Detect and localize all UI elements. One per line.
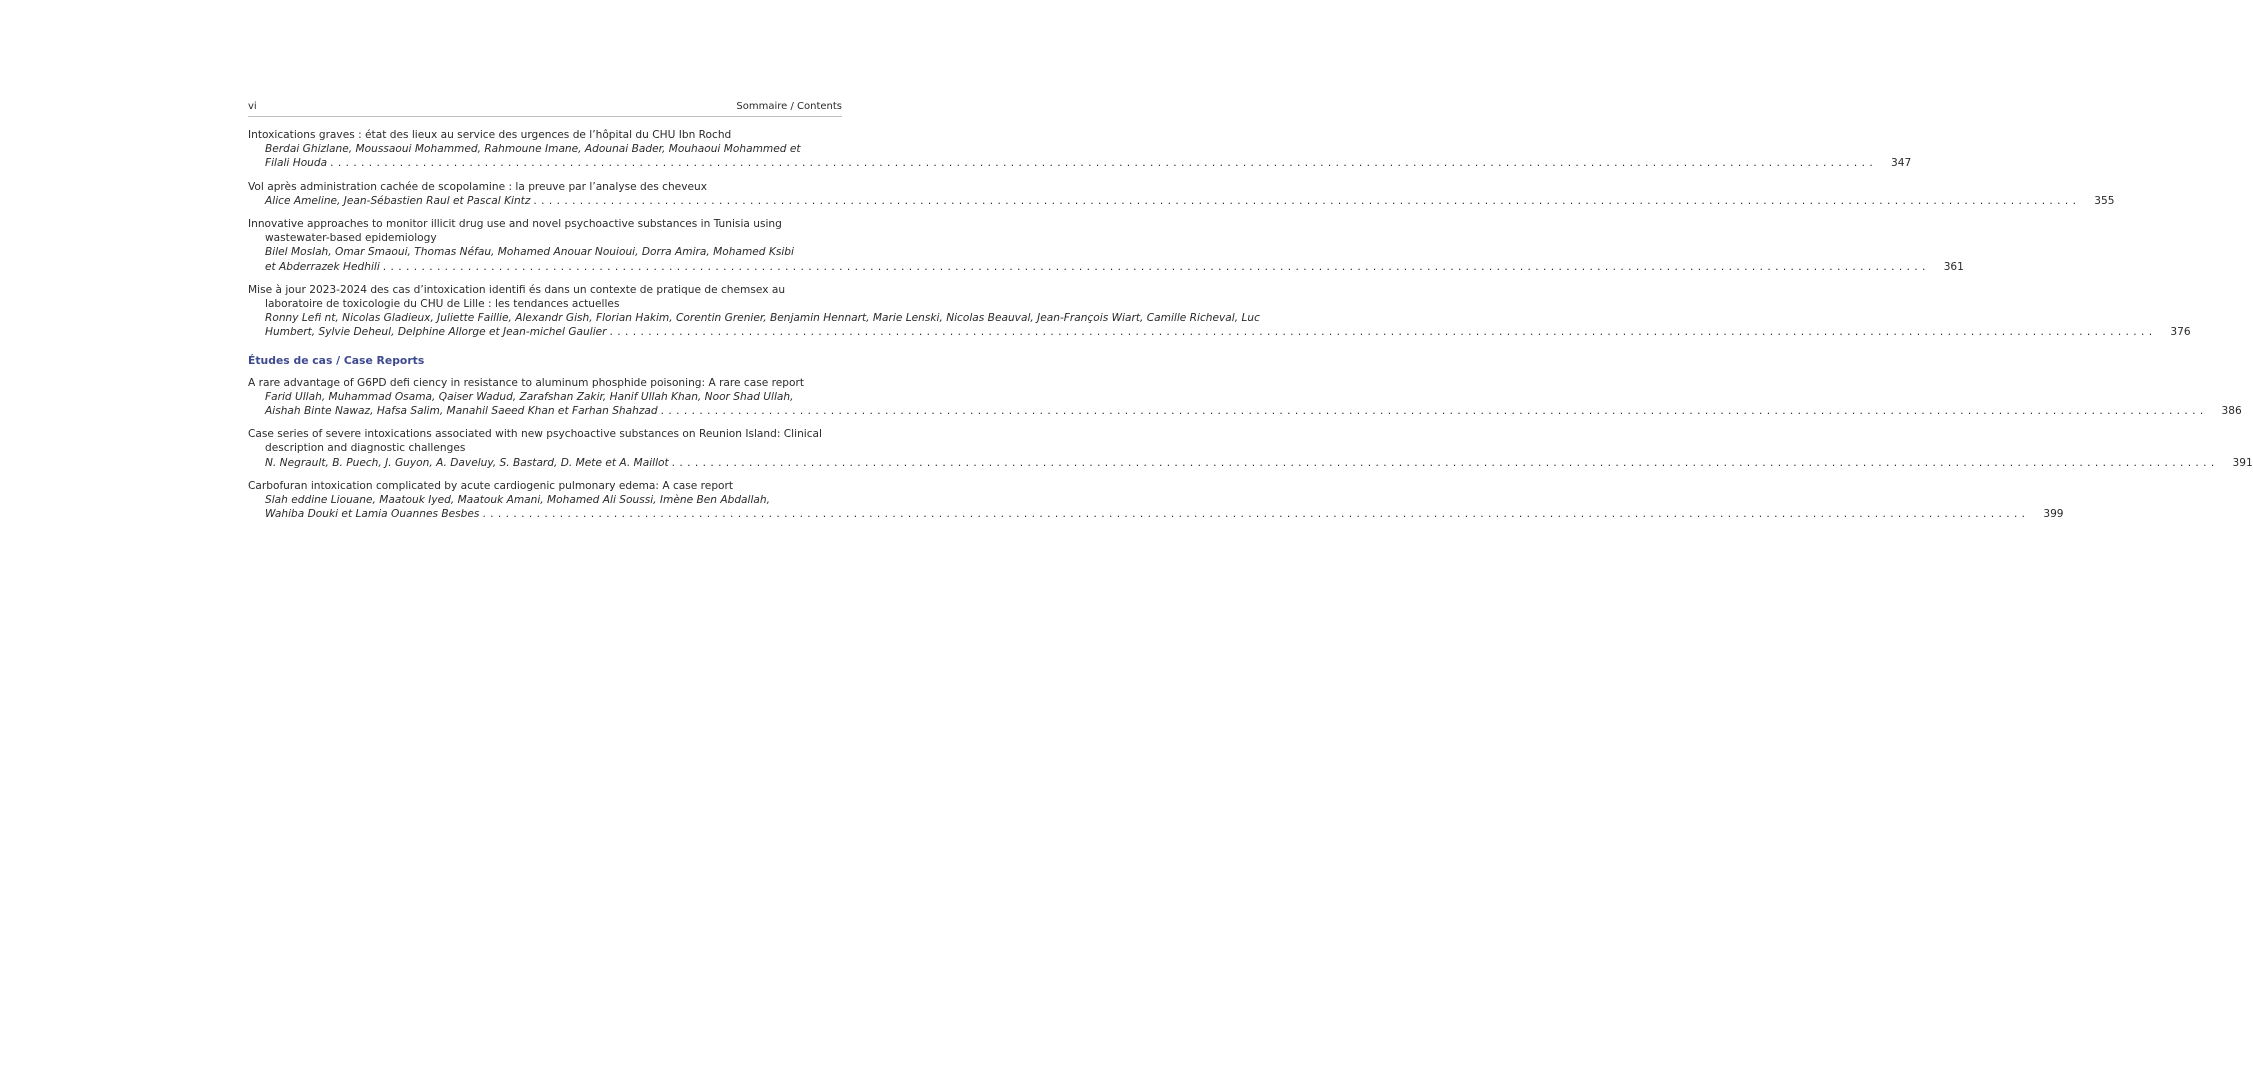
entry-authors-row — [248, 142, 1912, 170]
toc-entry[interactable] — [248, 283, 2191, 340]
toc-group-case-reports — [248, 376, 2253, 522]
entry-page-number: 361 — [1943, 260, 1964, 273]
entry-authors: Slah eddine Liouane, Maatouk Iyed, Maatouk Amani, Mohamed Ali Soussi, Imène Ben Abdallah, — [265, 494, 770, 507]
entry-title: Intoxications graves : état des lieux au service des urgences de l’hôpital du CHU Ibn Rochd — [248, 129, 732, 141]
entry-page-number: 347 — [1891, 157, 1912, 170]
page-header — [248, 100, 842, 117]
entry-authors-tail: Filali Houda — [265, 157, 328, 170]
entry-page-number: 399 — [2043, 508, 2064, 521]
toc-group-articles — [248, 128, 2191, 340]
dot-leader: . . . . . . . . . . . . . . . . . . . . . . . . . . . . . . . . . . . . . . . . . . . . . . . . . . . . . . . . . . . . . . . . . . . . . . . . . . . . . . . . . . . . . . . . . . . . . . . . . . . . . . . . . . . . . . . . . . . . . . . . . . . . . . . . . . . . . . . . . . . . . . . . . . . . . . . . . . . . . . . . . . . . . . . . . . . . . . . . . . . . . . . . . . . . . . . . . . . . . . . . — [382, 260, 1926, 273]
entry-authors-block — [265, 311, 2155, 339]
entry-page-number: 386 — [2221, 405, 2242, 418]
entry-authors: Ronny Lefi nt, Nicolas Gladieux, Juliette Faillie, Alexandr Gish, Florian Hakim, Corentin Grenier, Benjamin Hennart, Marie Lenski, Nicolas Beauval, Jean-François Wiart, Camille Richeval, Luc — [265, 312, 1260, 325]
page-number-label: vi — [248, 101, 257, 112]
entry-authors-row — [248, 311, 2191, 339]
entry-authors-last-line — [265, 194, 2077, 208]
entry-authors-tail: Alice Ameline, Jean-Sébastien Raul et Pascal Kintz — [265, 194, 531, 207]
entry-authors-last-line — [265, 404, 2204, 418]
entry-authors-tail: Humbert, Sylvie Deheul, Delphine Allorge et Jean-michel Gaulier — [265, 326, 607, 339]
entry-authors-block — [265, 142, 1875, 170]
entry-page-number: 376 — [2170, 326, 2191, 339]
entry-authors-block — [265, 194, 2079, 208]
entry-authors-block — [265, 456, 2217, 470]
entry-authors-last-line — [265, 325, 2153, 339]
entry-title: Carbofuran intoxication complicated by acute cardiogenic pulmonary edema: A case report — [248, 479, 734, 492]
entry-title: Innovative approaches to monitor illicit drug use and novel psychoactive substances in Tunisia using wastewater-based epidemiology — [248, 218, 782, 245]
entry-authors: Bilel Moslah, Omar Smaoui, Thomas Néfau, Mohamed Anouar Nouioui, Dorra Amira, Mohamed Ksibi — [265, 246, 794, 259]
entry-authors: Farid Ullah, Muhammad Osama, Qaiser Wadud, Zarafshan Zakir, Hanif Ullah Khan, Noor Shad Ullah, — [265, 390, 794, 403]
entry-authors-row — [248, 493, 2064, 521]
entry-authors-tail: et Abderrazek Hedhili — [265, 260, 380, 273]
toc-entry[interactable] — [248, 376, 2242, 419]
entry-title: A rare advantage of G6PD defi ciency in resistance to aluminum phosphide poisoning: A rare case report — [248, 376, 805, 389]
entry-authors-block — [265, 493, 2028, 521]
dot-leader: . . . . . . . . . . . . . . . . . . . . . . . . . . . . . . . . . . . . . . . . . . . . . . . . . . . . . . . . . . . . . . . . . . . . . . . . . . . . . . . . . . . . . . . . . . . . . . . . . . . . . . . . . . . . . . . . . . . . . . . . . . . . . . . . . . . . . . . . . . . . . . . . . . . . . . . . . . . . . . . . . . . . . . . . . . . . . . . . . . . . . . . . . . . . . . . . . . . . . . . . — [660, 405, 2204, 418]
dot-leader: . . . . . . . . . . . . . . . . . . . . . . . . . . . . . . . . . . . . . . . . . . . . . . . . . . . . . . . . . . . . . . . . . . . . . . . . . . . . . . . . . . . . . . . . . . . . . . . . . . . . . . . . . . . . . . . . . . . . . . . . . . . . . . . . . . . . . . . . . . . . . . . . . . . . . . . . . . . . . . . . . . . . . . . . . . . . . . . . . . . . . . . . . . . . . . . . . . . . . . . . — [533, 194, 2077, 207]
entry-authors-tail: Aishah Binte Nawaz, Hafsa Salim, Manahil Saeed Khan et Farhan Shahzad — [265, 405, 658, 418]
entry-authors: Berdai Ghizlane, Moussaoui Mohammed, Rahmoune Imane, Adounai Bader, Mouhaoui Mohammed et — [265, 143, 801, 156]
entry-authors-last-line — [265, 260, 1926, 274]
running-title: Sommaire / Contents — [736, 101, 842, 112]
entry-authors-row — [248, 456, 2253, 470]
entry-authors-tail: Wahiba Douki et Lamia Ouannes Besbes — [265, 508, 480, 521]
entry-authors-block — [265, 245, 1928, 273]
section-heading-case-reports: Études de cas / Case Reports — [248, 353, 425, 367]
toc-entry[interactable] — [248, 128, 1912, 171]
entry-authors-tail: N. Negrault, B. Puech, J. Guyon, A. Daveluy, S. Bastard, D. Mete et A. Maillot — [265, 456, 669, 469]
table-of-contents — [248, 128, 2253, 530]
entry-authors-row — [248, 245, 1964, 273]
entry-page-number: 355 — [2094, 194, 2115, 207]
entry-title: Vol après administration cachée de scopolamine : la preuve par l’analyse des cheveux — [248, 180, 707, 193]
dot-leader: . . . . . . . . . . . . . . . . . . . . . . . . . . . . . . . . . . . . . . . . . . . . . . . . . . . . . . . . . . . . . . . . . . . . . . . . . . . . . . . . . . . . . . . . . . . . . . . . . . . . . . . . . . . . . . . . . . . . . . . . . . . . . . . . . . . . . . . . . . . . . . . . . . . . . . . . . . . . . . . . . . . . . . . . . . . . . . . . . . . . . . . . . . . . . . . . . . . . . . . . — [671, 456, 2215, 469]
entry-authors-last-line — [265, 507, 2026, 521]
entry-authors-block — [265, 390, 2206, 418]
toc-entry[interactable] — [248, 217, 1964, 274]
entry-authors-last-line — [265, 156, 1873, 170]
entry-authors-row — [248, 390, 2242, 418]
dot-leader: . . . . . . . . . . . . . . . . . . . . . . . . . . . . . . . . . . . . . . . . . . . . . . . . . . . . . . . . . . . . . . . . . . . . . . . . . . . . . . . . . . . . . . . . . . . . . . . . . . . . . . . . . . . . . . . . . . . . . . . . . . . . . . . . . . . . . . . . . . . . . . . . . . . . . . . . . . . . . . . . . . . . . . . . . . . . . . . . . . . . . . . . . . . . . . . . . . . . . . . . — [330, 157, 1874, 170]
entry-title: Mise à jour 2023-2024 des cas d’intoxication identifi és dans un contexte de pratique de chemsex au laboratoire de toxicologie du CHU de Lille : les tendances actuelles — [248, 283, 786, 311]
dot-leader: . . . . . . . . . . . . . . . . . . . . . . . . . . . . . . . . . . . . . . . . . . . . . . . . . . . . . . . . . . . . . . . . . . . . . . . . . . . . . . . . . . . . . . . . . . . . . . . . . . . . . . . . . . . . . . . . . . . . . . . . . . . . . . . . . . . . . . . . . . . . . . . . . . . . . . . . . . . . . . . . . . . . . . . . . . . . . . . . . . . . . . . . . . . . . . . . . . . . . . . . — [609, 326, 2153, 339]
entry-authors-last-line — [265, 456, 2215, 470]
toc-entry[interactable] — [248, 427, 2253, 470]
toc-entry[interactable] — [248, 479, 2064, 522]
entry-title: Case series of severe intoxications associated with new psychoactive substances on Reunion Island: Clinical description and diagnostic challenges — [248, 428, 822, 455]
entry-authors-row — [248, 194, 2115, 208]
entry-page-number: 391 — [2232, 456, 2253, 469]
dot-leader: . . . . . . . . . . . . . . . . . . . . . . . . . . . . . . . . . . . . . . . . . . . . . . . . . . . . . . . . . . . . . . . . . . . . . . . . . . . . . . . . . . . . . . . . . . . . . . . . . . . . . . . . . . . . . . . . . . . . . . . . . . . . . . . . . . . . . . . . . . . . . . . . . . . . . . . . . . . . . . . . . . . . . . . . . . . . . . . . . . . . . . . . . . . . . . . . . . . . . . . . — [482, 508, 2026, 521]
toc-entry[interactable] — [248, 180, 2115, 208]
